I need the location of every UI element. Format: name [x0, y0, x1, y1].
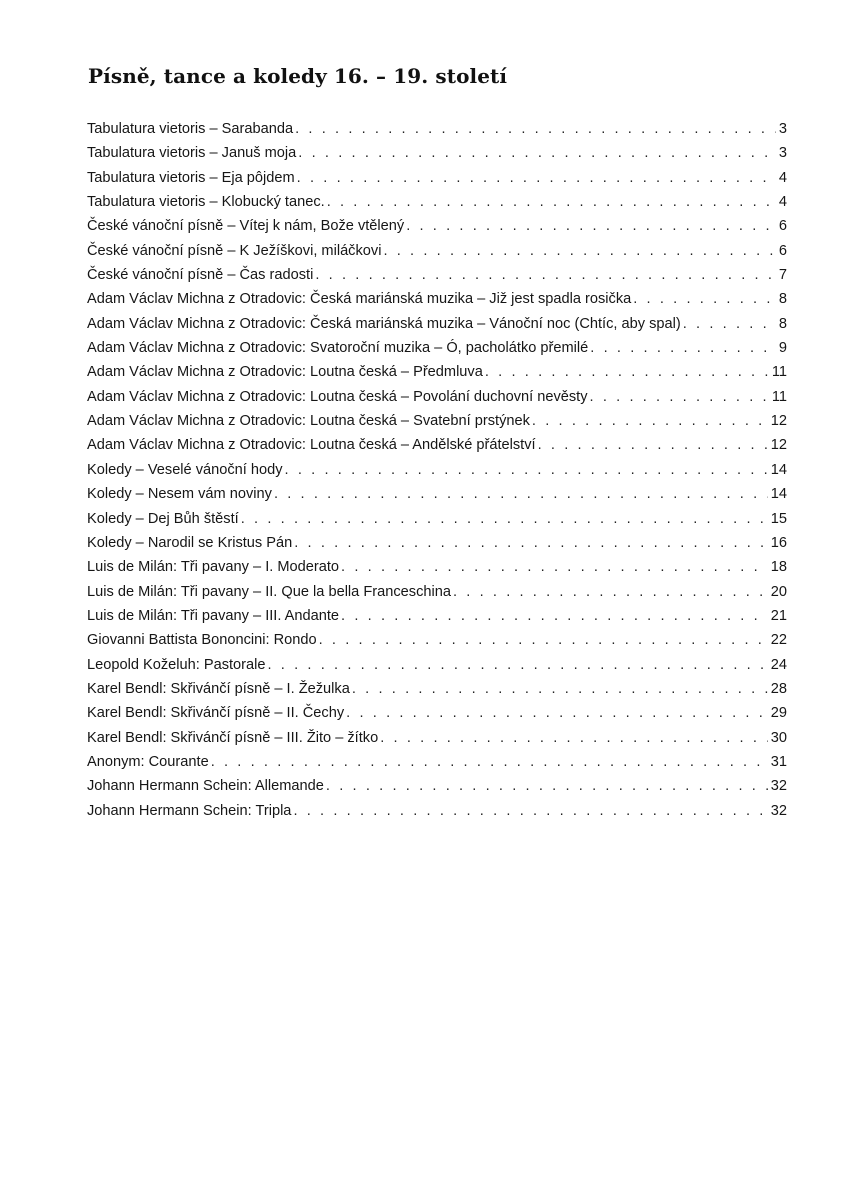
toc-entry-title: Adam Václav Michna z Otradovic: Česká mariánská muzika – Již jest spadla rosička: [87, 291, 632, 308]
toc-entry-title: Adam Václav Michna z Otradovic: Svatoroční muzika – Ó, pacholátko přemilé: [87, 340, 589, 357]
dot-leader: [274, 482, 768, 506]
dot-leader: [241, 507, 768, 531]
dot-leader: [297, 166, 776, 190]
toc-entry-title: Luis de Milán: Tři pavany – III. Andante: [87, 607, 340, 624]
toc-entry-page-number: 4: [778, 169, 787, 186]
page-title: Písně, tance a koledy 16. – 19. století: [88, 64, 508, 88]
toc-entry-title: České vánoční písně – K Ježíškovi, miláčkovi: [87, 242, 382, 259]
dot-leader: [383, 239, 775, 263]
toc-entry: [87, 239, 787, 263]
toc-entry: [87, 580, 787, 604]
toc-entry-page-number: 14: [770, 486, 787, 503]
toc-entry-page-number: 31: [770, 753, 787, 770]
toc-entry-page-number: 12: [770, 413, 787, 430]
dot-leader: [298, 141, 776, 165]
toc-entry: [87, 628, 787, 652]
dot-leader: [633, 287, 776, 311]
toc-entry-page-number: 24: [770, 656, 787, 673]
dot-leader: [380, 726, 768, 750]
toc-entry-title: Leopold Koželuh: Pastorale: [87, 656, 266, 673]
toc-entry-page-number: 30: [770, 729, 787, 746]
toc-entry: [87, 799, 787, 823]
toc-entry-page-number: 16: [770, 534, 787, 551]
toc-entry: [87, 287, 787, 311]
toc-entry-title: České vánoční písně – Vítej k nám, Bože vtělený: [87, 218, 405, 235]
dot-leader: [346, 701, 768, 725]
toc-entry: [87, 117, 787, 141]
toc-entry-title: Adam Václav Michna z Otradovic: Česká mariánská muzika – Vánoční noc (Chtíc, aby spal): [87, 315, 681, 332]
toc-entry: [87, 433, 787, 457]
dot-leader: [590, 385, 769, 409]
dot-leader: [352, 677, 768, 701]
toc-entry: [87, 214, 787, 238]
toc-entry-page-number: 6: [778, 218, 787, 235]
toc-entry-title: Koledy – Nesem vám noviny: [87, 486, 272, 503]
toc-entry-title: Adam Václav Michna z Otradovic: Loutna česká – Andělské přátelství: [87, 437, 536, 454]
toc-entry-title: Tabulatura vietoris – Eja pôjdem: [87, 169, 295, 186]
toc-entry-title: Tabulatura vietoris – Klobucký tanec.: [87, 194, 325, 211]
toc-entry: [87, 531, 787, 555]
toc-entry-title: České vánoční písně – Čas radosti: [87, 267, 314, 284]
toc-entry: [87, 507, 787, 531]
toc-entry-page-number: 4: [778, 194, 787, 211]
toc-entry: [87, 141, 787, 165]
dot-leader: [532, 409, 768, 433]
toc-entry-page-number: 32: [770, 778, 787, 795]
toc-entry-page-number: 12: [770, 437, 787, 454]
toc-entry: [87, 458, 787, 482]
dot-leader: [315, 263, 776, 287]
dot-leader: [341, 604, 768, 628]
dot-leader: [485, 360, 769, 384]
toc-entry-title: Tabulatura vietoris – Januš moja: [87, 145, 297, 162]
toc-entry-title: Adam Václav Michna z Otradovic: Loutna česká – Povolání duchovní nevěsty: [87, 388, 588, 405]
dot-leader: [285, 458, 768, 482]
toc-entry: [87, 677, 787, 701]
toc-entry-title: Luis de Milán: Tři pavany – I. Moderato: [87, 559, 340, 576]
toc-entry-page-number: 3: [778, 121, 787, 137]
dot-leader: [341, 555, 768, 579]
toc-entry-title: Adam Václav Michna z Otradovic: Loutna česká – Předmluva: [87, 364, 483, 381]
toc-entry: [87, 263, 787, 287]
toc-entry: [87, 385, 787, 409]
toc-entry: [87, 653, 787, 677]
toc-entry-page-number: 9: [778, 340, 787, 357]
toc-entry-title: Koledy – Veselé vánoční hody: [87, 461, 283, 478]
toc-entry-page-number: 11: [771, 388, 787, 405]
toc-entry-page-number: 32: [770, 802, 787, 819]
toc-entry-title: Giovanni Battista Bononcini: Rondo: [87, 632, 317, 649]
dot-leader: [211, 750, 768, 774]
toc-entry-title: Johann Hermann Schein: Allemande: [87, 778, 324, 795]
toc-entry: [87, 750, 787, 774]
dot-leader: [590, 336, 776, 360]
toc-entry-page-number: 3: [778, 145, 787, 162]
toc-entry-page-number: 22: [770, 632, 787, 649]
dot-leader: [683, 312, 776, 336]
toc-entry-page-number: 28: [770, 680, 787, 697]
dot-leader: [406, 214, 776, 238]
toc-entry: [87, 604, 787, 628]
dot-leader: [327, 190, 776, 214]
toc-entry-title: Karel Bendl: Skřivánčí písně – II. Čechy: [87, 705, 345, 722]
toc-entry-title: Karel Bendl: Skřivánčí písně – I. Žežulka: [87, 680, 350, 697]
toc-entry-page-number: 6: [778, 242, 787, 259]
toc-entry-page-number: 20: [770, 583, 787, 600]
toc-entry: [87, 555, 787, 579]
toc-entry-page-number: 8: [778, 291, 787, 308]
dot-leader: [326, 774, 768, 798]
toc-entry: [87, 312, 787, 336]
toc-entry-page-number: 29: [770, 705, 787, 722]
toc-entry: [87, 409, 787, 433]
toc-entry-page-number: 8: [778, 315, 787, 332]
dot-leader: [293, 799, 767, 823]
dot-leader: [319, 628, 768, 652]
toc-entry-title: Koledy – Dej Bůh štěstí: [87, 510, 239, 527]
toc-entry: [87, 190, 787, 214]
table-of-contents: [87, 117, 787, 823]
dot-leader: [538, 433, 768, 457]
toc-entry: [87, 166, 787, 190]
toc-entry: [87, 726, 787, 750]
dot-leader: [294, 531, 768, 555]
dot-leader: [295, 117, 776, 141]
dot-leader: [268, 653, 768, 677]
toc-entry-page-number: 11: [771, 364, 787, 381]
toc-entry: [87, 360, 787, 384]
toc-entry-page-number: 7: [778, 267, 787, 284]
toc-entry: [87, 482, 787, 506]
toc-entry: [87, 336, 787, 360]
dot-leader: [453, 580, 768, 604]
toc-entry-title: Anonym: Courante: [87, 753, 209, 770]
toc-entry-page-number: 21: [770, 607, 787, 624]
toc-entry-title: Adam Václav Michna z Otradovic: Loutna česká – Svatební prstýnek: [87, 413, 530, 430]
toc-entry-title: Luis de Milán: Tři pavany – II. Que la bella Franceschina: [87, 583, 451, 600]
toc-entry: [87, 701, 787, 725]
toc-entry-title: Koledy – Narodil se Kristus Pán: [87, 534, 293, 551]
toc-entry: [87, 774, 787, 798]
toc-entry-page-number: 18: [770, 559, 787, 576]
toc-entry-page-number: 14: [770, 461, 787, 478]
toc-entry-title: Johann Hermann Schein: Tripla: [87, 802, 292, 819]
toc-entry-page-number: 15: [770, 510, 787, 527]
toc-entry-title: Karel Bendl: Skřivánčí písně – III. Žito – žítko: [87, 729, 379, 746]
toc-entry-title: Tabulatura vietoris – Sarabanda: [87, 121, 294, 137]
